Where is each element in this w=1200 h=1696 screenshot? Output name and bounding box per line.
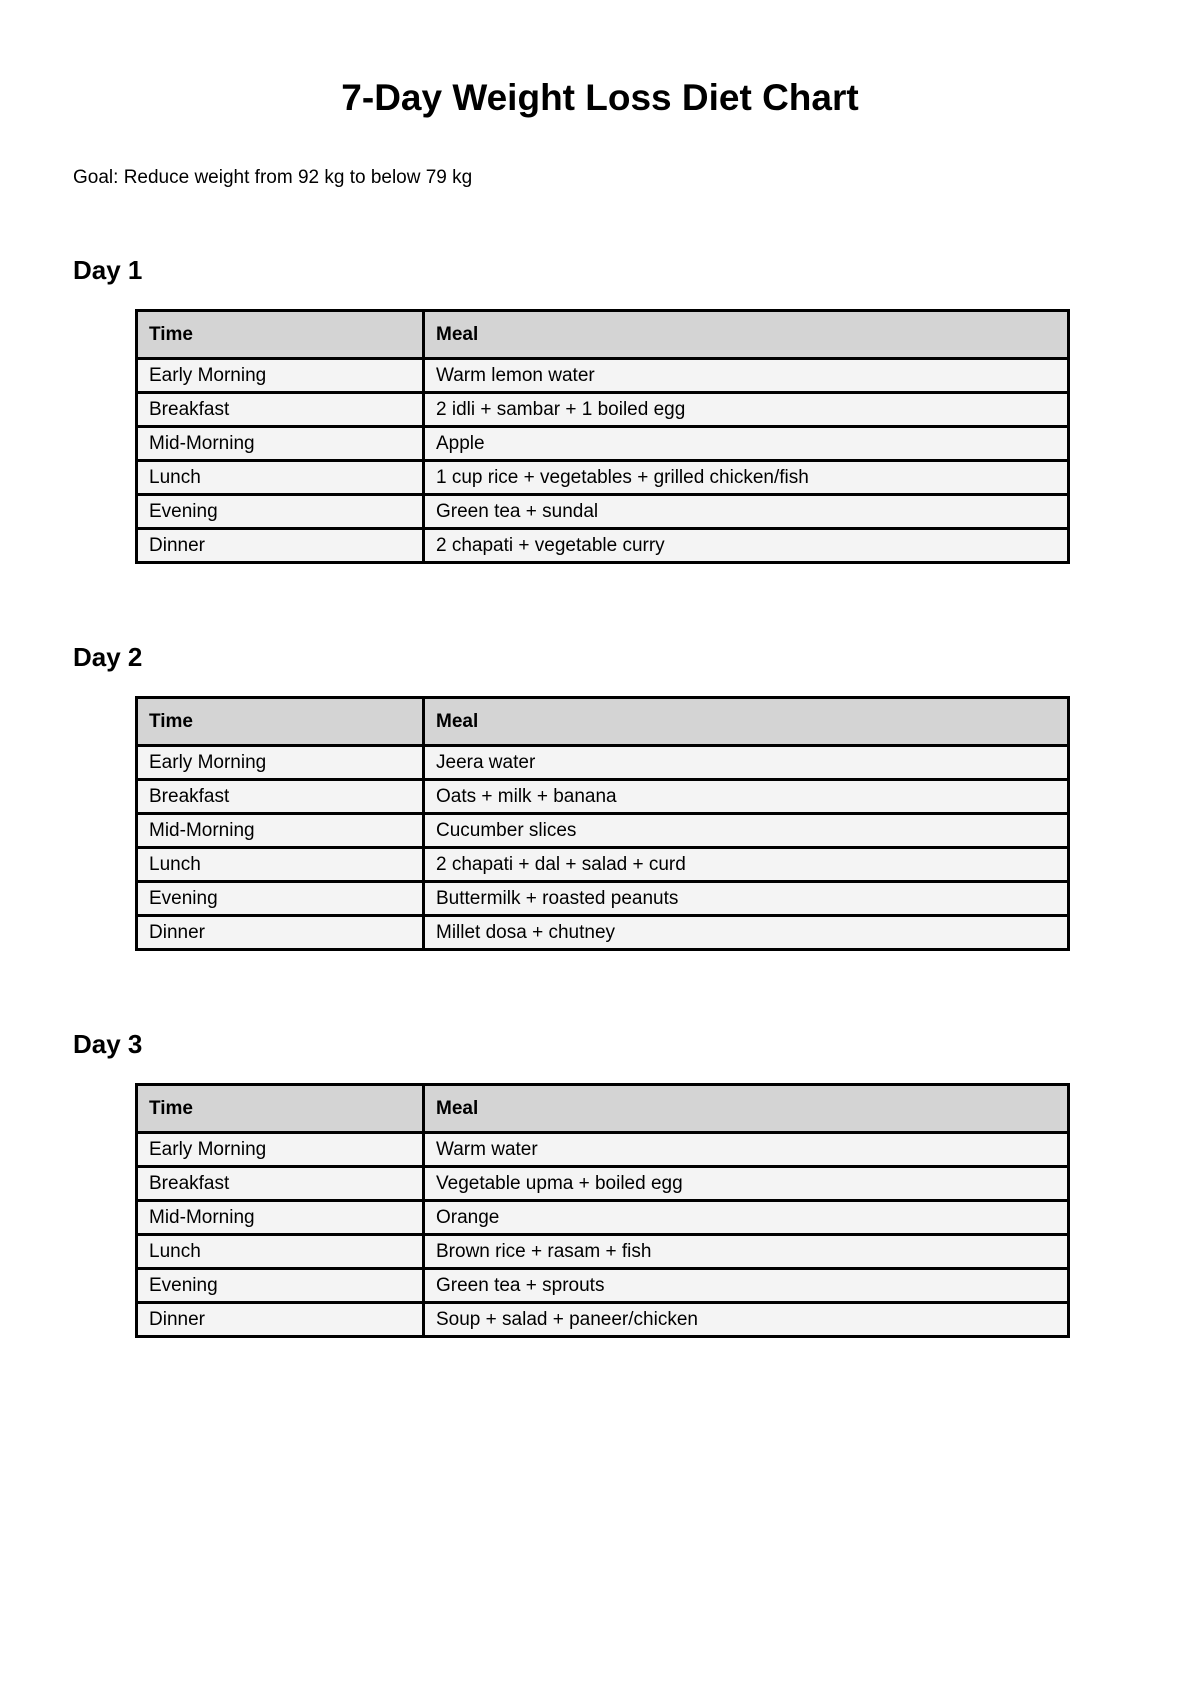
time-cell: Evening bbox=[137, 882, 424, 916]
meal-cell: Warm water bbox=[424, 1133, 1069, 1167]
time-cell: Early Morning bbox=[137, 1133, 424, 1167]
table-row bbox=[137, 1133, 1069, 1167]
time-cell: Early Morning bbox=[137, 746, 424, 780]
page-title: 7-Day Weight Loss Diet Chart bbox=[341, 77, 859, 118]
meal-cell: 2 chapati + dal + salad + curd bbox=[424, 848, 1069, 882]
time-cell: Breakfast bbox=[137, 1167, 424, 1201]
meal-cell: Millet dosa + chutney bbox=[424, 916, 1069, 950]
table-header-row bbox=[137, 311, 1069, 359]
table-row bbox=[137, 495, 1069, 529]
table-header-row bbox=[137, 698, 1069, 746]
time-cell: Breakfast bbox=[137, 393, 424, 427]
meal-cell: Warm lemon water bbox=[424, 359, 1069, 393]
column-header-time: Time bbox=[137, 311, 424, 359]
time-cell: Early Morning bbox=[137, 359, 424, 393]
table-row bbox=[137, 359, 1069, 393]
table-row bbox=[137, 780, 1069, 814]
meal-table bbox=[135, 696, 1070, 951]
meal-cell: 2 chapati + vegetable curry bbox=[424, 529, 1069, 563]
table-row bbox=[137, 1269, 1069, 1303]
table-row bbox=[137, 1167, 1069, 1201]
meal-cell: Soup + salad + paneer/chicken bbox=[424, 1303, 1069, 1337]
table-row bbox=[137, 916, 1069, 950]
time-cell: Evening bbox=[137, 1269, 424, 1303]
column-header-time: Time bbox=[137, 1085, 424, 1133]
time-cell: Mid-Morning bbox=[137, 427, 424, 461]
column-header-meal: Meal bbox=[424, 1085, 1069, 1133]
column-header-time: Time bbox=[137, 698, 424, 746]
table-row bbox=[137, 529, 1069, 563]
meal-cell: Orange bbox=[424, 1201, 1069, 1235]
table-row bbox=[137, 393, 1069, 427]
meal-cell: Green tea + sundal bbox=[424, 495, 1069, 529]
table-row bbox=[137, 427, 1069, 461]
table-row bbox=[137, 882, 1069, 916]
time-cell: Mid-Morning bbox=[137, 814, 424, 848]
time-cell: Mid-Morning bbox=[137, 1201, 424, 1235]
time-cell: Lunch bbox=[137, 848, 424, 882]
meal-cell: 1 cup rice + vegetables + grilled chicken/fish bbox=[424, 461, 1069, 495]
goal-text: Goal: Reduce weight from 92 kg to below 79 kg bbox=[73, 167, 473, 188]
time-cell: Lunch bbox=[137, 461, 424, 495]
meal-cell: Oats + milk + banana bbox=[424, 780, 1069, 814]
time-cell: Dinner bbox=[137, 529, 424, 563]
table-header-row bbox=[137, 1085, 1069, 1133]
time-cell: Lunch bbox=[137, 1235, 424, 1269]
meal-table bbox=[135, 309, 1070, 564]
meal-cell: Apple bbox=[424, 427, 1069, 461]
table-row bbox=[137, 1201, 1069, 1235]
table-row bbox=[137, 814, 1069, 848]
meal-table bbox=[135, 1083, 1070, 1338]
table-row bbox=[137, 461, 1069, 495]
table-row bbox=[137, 1235, 1069, 1269]
time-cell: Dinner bbox=[137, 916, 424, 950]
table-row bbox=[137, 746, 1069, 780]
time-cell: Dinner bbox=[137, 1303, 424, 1337]
column-header-meal: Meal bbox=[424, 311, 1069, 359]
meal-cell: Cucumber slices bbox=[424, 814, 1069, 848]
column-header-meal: Meal bbox=[424, 698, 1069, 746]
meal-cell: 2 idli + sambar + 1 boiled egg bbox=[424, 393, 1069, 427]
time-cell: Breakfast bbox=[137, 780, 424, 814]
meal-cell: Jeera water bbox=[424, 746, 1069, 780]
day-heading: Day 1 bbox=[73, 255, 143, 285]
time-cell: Evening bbox=[137, 495, 424, 529]
meal-cell: Brown rice + rasam + fish bbox=[424, 1235, 1069, 1269]
day-heading: Day 3 bbox=[73, 1029, 143, 1059]
table-row bbox=[137, 848, 1069, 882]
day-heading: Day 2 bbox=[73, 642, 143, 672]
meal-cell: Vegetable upma + boiled egg bbox=[424, 1167, 1069, 1201]
meal-cell: Green tea + sprouts bbox=[424, 1269, 1069, 1303]
table-row bbox=[137, 1303, 1069, 1337]
meal-cell: Buttermilk + roasted peanuts bbox=[424, 882, 1069, 916]
